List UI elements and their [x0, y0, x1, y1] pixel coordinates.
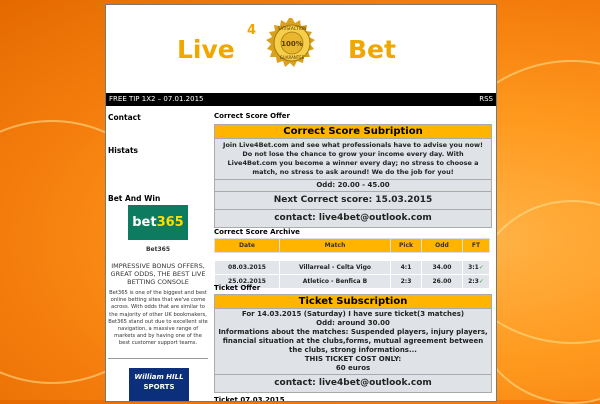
correct-score-box-body: Join Live4Bet.com and see what professionals have to advise you now! Do not lose the chance to grow your income every day. With Live4Bet.com you become a winner every day; no stress to choose a match, no stress to ask around! We do the job for you!: [223, 141, 483, 176]
cell-odd: 34.00: [422, 261, 463, 275]
table-row: [215, 261, 490, 275]
correct-score-box: [214, 124, 492, 228]
satisfaction-seal-icon: [266, 17, 318, 69]
svg-text:100%: 100%: [281, 40, 303, 48]
cell-date: 08.03.2015: [215, 261, 280, 275]
logo-text-live: Live: [177, 35, 235, 64]
site-header: [106, 5, 496, 93]
ticket-line-info: Informations about the matches: Suspended players, injury players, financial situation at the clubs,forms, mutual agreement between the clubs, strong informations...: [218, 328, 488, 354]
william-hill-logo-text: William HILL: [134, 373, 184, 381]
bet365-logo[interactable]: [128, 205, 188, 240]
table-spacer-cell: [215, 253, 490, 261]
cell-match: Atletico - Benfica B: [280, 275, 391, 289]
correct-score-archive-table: [214, 238, 490, 289]
column-header-match: Match: [280, 239, 391, 253]
ticket-line-price: 60 euros: [335, 364, 371, 372]
cell-ft-value: 2:3: [468, 278, 479, 285]
ticket-box-body: [215, 309, 491, 374]
svg-text:GUARANTEE: GUARANTEE: [279, 55, 305, 60]
checkmark-icon: ✓: [478, 264, 484, 271]
section-title-archive: Correct Score Archive: [214, 228, 300, 236]
top-bar: [106, 93, 496, 106]
cell-ft: [463, 275, 490, 289]
cell-ft: [463, 261, 490, 275]
free-tip-link[interactable]: FREE TIP 1X2 – 07.01.2015: [109, 95, 204, 103]
section-title-ticket-date: Ticket 07.03.2015: [214, 396, 285, 402]
sidebar-heading-bet-and-win: Bet And Win: [108, 194, 161, 203]
ticket-box-title: Ticket Subscription: [215, 295, 491, 309]
cell-ft-value: 3:1: [468, 264, 479, 271]
sidebar-heading-histats: Histats: [108, 146, 139, 155]
correct-score-odd: Odd: 20.00 - 45.00: [215, 179, 491, 191]
rss-link[interactable]: RSS: [479, 95, 493, 103]
bet365-tagline: IMPRESSIVE BONUS OFFERS, GREAT ODDS, THE BEST LIVE BETTING CONSOLE: [110, 262, 206, 286]
ticket-contact[interactable]: contact: live4bet@outlook.com: [215, 374, 491, 392]
main-content: [214, 106, 494, 401]
cell-pick: 4:1: [391, 261, 422, 275]
svg-text:SATISFACTION: SATISFACTION: [277, 26, 307, 31]
ticket-line-date: For 14.03.2015 (Saturday) I have sure ticket(3 matches): [241, 310, 465, 318]
cell-match: Villarreal - Celta Vigo: [280, 261, 391, 275]
william-hill-logo-sub: SPORTS: [143, 383, 175, 391]
page-container: [105, 4, 497, 402]
sidebar: [106, 106, 210, 401]
cell-pick: 2:3: [391, 275, 422, 289]
column-header-ft: FT: [463, 239, 490, 253]
column-header-date: Date: [215, 239, 280, 253]
ticket-box: [214, 294, 492, 393]
section-title-ticket-offer: Ticket Offer: [214, 284, 261, 292]
sidebar-heading-contact[interactable]: Contact: [108, 113, 141, 122]
ticket-line-odd: Odd: around 30.00: [316, 319, 390, 327]
correct-score-box-title: Correct Score Subription: [215, 125, 491, 139]
logo-superscript: 4: [247, 23, 257, 38]
bet365-name[interactable]: Bet365: [145, 246, 171, 253]
william-hill-logo[interactable]: [129, 368, 189, 402]
bet365-description: Bet365 is one of the biggest and best online betting sites that we've come across. With odds that are similar to the majority of other UK bookmakers, Bet365 stand out due to excellent site navigation, a massive range of markets and by having one of the best customer support teams.: [108, 290, 208, 347]
sidebar-divider: [108, 358, 208, 359]
correct-score-contact[interactable]: contact: live4bet@outlook.com: [215, 209, 491, 227]
bet365-logo-text: bet: [132, 215, 157, 230]
cell-date: 25.02.2015: [215, 275, 280, 289]
column-header-odd: Odd: [422, 239, 463, 253]
section-title-correct-score-offer: Correct Score Offer: [214, 112, 290, 120]
cell-odd: 26.00: [422, 275, 463, 289]
logo-text-bet: Bet: [348, 35, 396, 64]
bet365-logo-number: 365: [156, 215, 184, 230]
column-header-pick: Pick: [391, 239, 422, 253]
next-correct-score: Next Correct score: 15.03.2015: [215, 191, 491, 209]
table-header-row: [215, 239, 490, 253]
table-spacer-row: [215, 253, 490, 261]
ticket-line-cost: THIS TICKET COST ONLY:: [304, 355, 402, 363]
checkmark-icon: ✓: [478, 278, 484, 285]
